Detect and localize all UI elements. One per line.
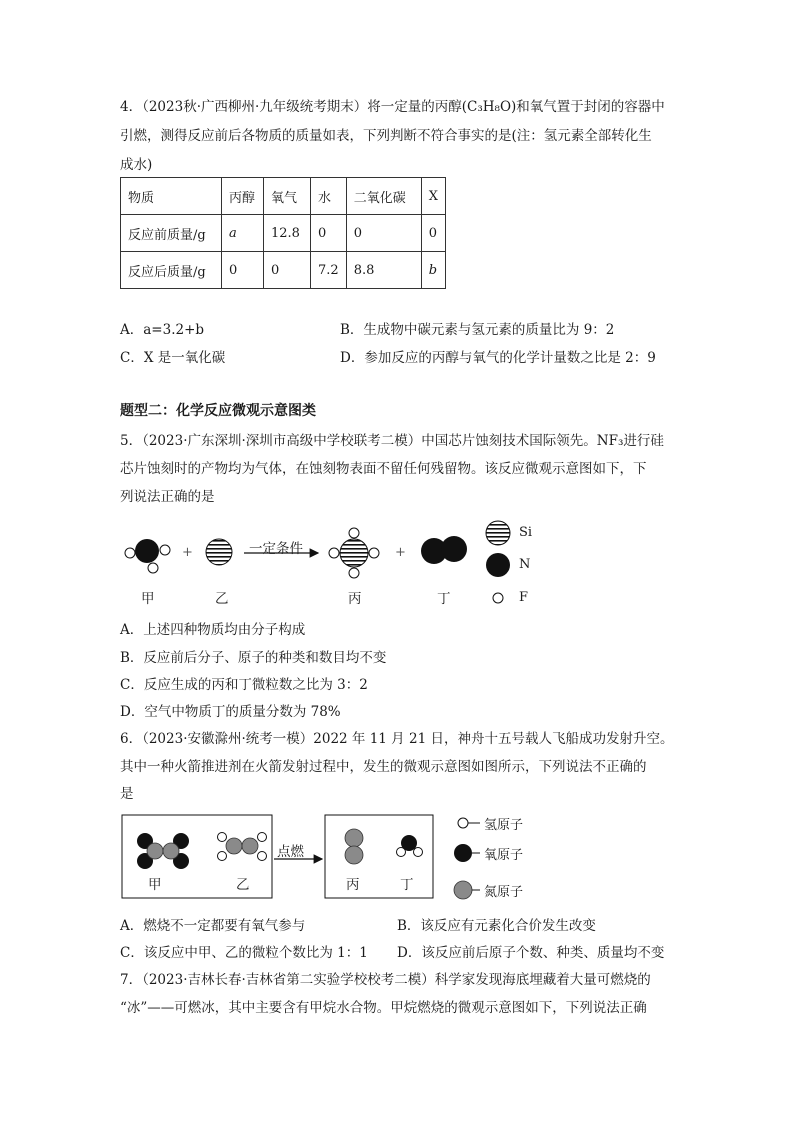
table-cell: 反应后质量/g [121, 252, 222, 289]
q6-option-a: A．燃烧不一定都要有氧气参与 [120, 918, 306, 934]
section-heading: 题型二：化学反应微观示意图类 [120, 403, 316, 419]
q7-stem-line1: 7．（2023·吉林长春·吉林省第二实验学校校考二模）科学家发现海底埋藏着大量可燃烧的 [120, 972, 651, 988]
q6-legend-hydrogen-symbol [458, 818, 468, 828]
q6-stem-line2: 其中一种火箭推进剂在火箭发射过程中，发生的微观示意图如图所示，下列说法不正确的 [120, 759, 647, 775]
q4-option-b: B．生成物中碳元素与氢元素的质量比为 9：2 [340, 322, 615, 338]
q5-label-bing: 丙 [348, 591, 362, 607]
q6-label-bing: 丙 [346, 877, 360, 893]
q5-option-d: D．空气中物质丁的质量分数为 78% [120, 704, 341, 720]
q5-legend-si-symbol [486, 521, 510, 545]
q6-option-b: B．该反应有元素化合价发生改变 [397, 918, 596, 934]
q5-option-a: A．上述四种物质均由分子构成 [120, 622, 306, 638]
table-header-cell: 二氧化碳 [346, 178, 421, 215]
q4-option-d: D．参加反应的丙醇与氧气的化学计量数之比是 2：9 [340, 350, 656, 366]
q6-option-d: D．该反应前后原子个数、种类、质量均不变 [397, 945, 665, 961]
q4-option-a: A．a=3.2+b [120, 322, 205, 338]
q6-legend-oxygen-symbol [454, 844, 472, 862]
table-cell: 0 [346, 215, 421, 252]
q6-legend-nitrogen-symbol [454, 881, 472, 899]
table-cell: 8.8 [346, 252, 421, 289]
q5-label-ding: 丁 [437, 591, 451, 607]
q4-option-c: C．X 是一氧化碳 [120, 350, 226, 366]
q6-condition-label: 点燃 [277, 844, 304, 860]
q6-molecule-yi [218, 833, 267, 861]
q5-stem-line1: 5．（2023·广东深圳·深圳市高级中学校联考二模）中国芯片蚀刻技术国际领先。NF₃进行硅 [120, 433, 664, 449]
q5-condition-label: 一定条件 [249, 541, 303, 557]
q4-stem-line1: 4．（2023秋·广西柳州·九年级统考期末）将一定量的丙醇(C₃H₈O)和氧气置于封闭的容器中 [120, 99, 665, 115]
table-cell: 12.8 [264, 215, 311, 252]
q6-label-jia: 甲 [148, 877, 162, 893]
q5-molecule-bing [329, 528, 379, 578]
q6-label-yi: 乙 [236, 877, 250, 893]
q6-molecule-bing [345, 829, 363, 864]
q6-legend-hydrogen-label: 氢原子 [484, 818, 524, 833]
q4-stem-line2: 引燃，测得反应前后各物质的质量如表，下列判断不符合事实的是(注：氢元素全部转化生 [120, 128, 652, 144]
q5-plus-1: + [182, 545, 193, 560]
q7-stem-line2: “冰”——可燃冰，其中主要含有甲烷水合物。甲烷燃烧的微观示意图如下，下列说法正确 [120, 1000, 647, 1016]
q5-legend-n-symbol [486, 553, 510, 577]
q5-option-b: B．反应前后分子、原子的种类和数目均不变 [120, 650, 387, 666]
q6-molecule-jia [137, 833, 189, 869]
table-cell: 0 [264, 252, 311, 289]
q5-stem-line3: 列说法正确的是 [120, 489, 215, 505]
q6-legend-oxygen-label: 氧原子 [484, 848, 524, 863]
q5-option-c: C．反应生成的丙和丁微粒数之比为 3：2 [120, 677, 368, 693]
table-header-cell: 物质 [121, 178, 222, 215]
q4-stem-line3: 成水) [120, 157, 153, 173]
table-cell: 反应前质量/g [121, 215, 222, 252]
q5-plus-2: + [395, 545, 406, 560]
q5-label-yi: 乙 [215, 591, 229, 607]
table-cell: 0 [311, 215, 347, 252]
table-header-cell: 丙醇 [222, 178, 264, 215]
table-cell: b [421, 252, 445, 289]
table-header-cell: X [421, 178, 445, 215]
q5-legend-n-label: N [519, 557, 531, 572]
q5-legend-si-label: Si [519, 525, 533, 540]
q6-option-c: C．该反应中甲、乙的微粒个数比为 1：1 [120, 945, 368, 961]
q6-stem-line3: 是 [120, 786, 134, 802]
table-cell: 0 [421, 215, 445, 252]
q6-legend-nitrogen-label: 氮原子 [484, 885, 524, 900]
q5-molecule-jia [125, 539, 170, 573]
q5-legend-f-label: F [519, 590, 529, 605]
q5-legend-f-symbol [493, 593, 503, 603]
table-cell: a [222, 215, 264, 252]
q6-label-ding: 丁 [400, 877, 414, 893]
q6-stem-line1: 6．（2023·安徽滁州·统考一模）2022 年 11 月 21 日，神舟十五号载人飞船成功发射升空。 [120, 731, 674, 747]
q5-stem-line2: 芯片蚀刻时的产物均为气体，在蚀刻物表面不留任何残留物。该反应微观示意图如下，下 [120, 461, 647, 477]
table-cell: 0 [222, 252, 264, 289]
table-header-cell: 水 [311, 178, 347, 215]
q5-molecule-yi [206, 539, 232, 565]
table-header-cell: 氧气 [264, 178, 311, 215]
q6-molecule-ding [397, 835, 423, 857]
table-cell: 7.2 [311, 252, 347, 289]
q5-molecule-ding [421, 536, 467, 564]
q5-label-jia: 甲 [141, 591, 155, 607]
